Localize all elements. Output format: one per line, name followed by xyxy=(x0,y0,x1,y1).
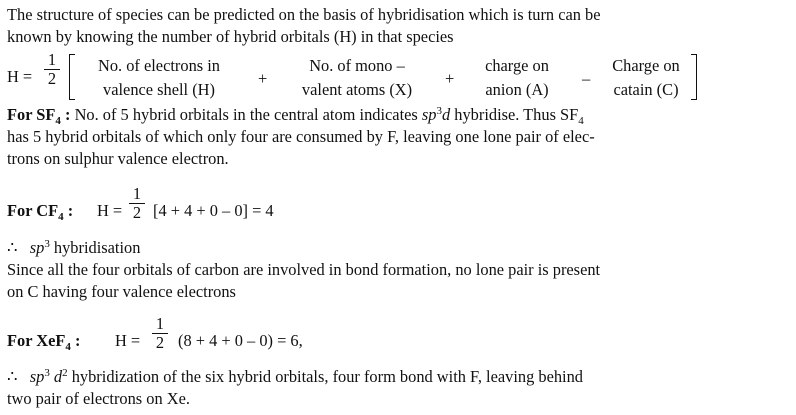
right-bracket xyxy=(691,54,697,100)
intro-line-2: known by knowing the number of hybrid orbitals (H) in that species xyxy=(7,27,454,46)
term-3-top: charge on xyxy=(485,56,549,75)
term-cation-charge xyxy=(596,55,696,100)
term-3-bottom: anion (A) xyxy=(485,80,549,99)
cf4-h-equals: H = xyxy=(97,201,123,220)
formula-lhs: H = xyxy=(7,67,33,86)
sf4-line-3: trons on sulphur valence electron. xyxy=(7,149,229,168)
term-valence-electrons xyxy=(74,55,244,100)
xef4-line-1: ∴ $sp^3$ $d^2$ hybridization of the six hybrid orbitals, four form bond with F, leaving behind xyxy=(7,367,583,386)
sf4-line-2: has 5 hybrid orbitals of which only four are consumed by F, leaving one lone pair of elec- xyxy=(7,127,595,146)
term-2-top: No. of mono – xyxy=(309,56,405,75)
minus-operator: – xyxy=(582,69,591,88)
fraction-numerator: 1 xyxy=(155,314,165,333)
term-monovalent-atoms xyxy=(282,55,432,100)
plus-operator: + xyxy=(258,69,268,88)
term-anion-charge xyxy=(462,55,572,100)
term-4-bottom: catain (C) xyxy=(613,80,679,99)
xef4-expression: (8 + 4 + 0 – 0) = 6, xyxy=(178,331,303,350)
cf4-hybridisation-line: ∴ $sp^3$ hybridisation xyxy=(7,238,141,257)
xef4-line-2: two pair of electrons on Xe. xyxy=(7,389,190,408)
cf4-expression: [4 + 4 + 0 – 0] = 4 xyxy=(153,201,274,220)
sf4-label: For $SF_4$ : xyxy=(7,105,71,127)
cf4-line-2: on C having four valence electrons xyxy=(7,282,236,301)
xef4-half-fraction xyxy=(152,316,168,351)
cf4-half-fraction xyxy=(129,186,145,221)
fraction-denominator: 2 xyxy=(47,69,57,88)
xef4-label: For XeF$_4$ : xyxy=(7,331,81,353)
cf4-line-1: Since all the four orbitals of carbon are involved in bond formation, no lone pair is present xyxy=(7,260,601,279)
term-4-top: Charge on xyxy=(612,56,680,75)
fraction-numerator: 1 xyxy=(132,184,142,203)
cf4-label: For $CF_4$ : xyxy=(7,201,74,223)
formula-half-fraction xyxy=(44,52,60,87)
plus-operator: + xyxy=(445,69,455,88)
fraction-denominator: 2 xyxy=(155,333,165,352)
sf4-line-1: For $SF_4$ : No. of 5 hybrid orbitals in the central atom indicates $sp^3d$ hybridise. Thus $SF_4$ xyxy=(7,105,584,127)
term-1-bottom: valence shell (H) xyxy=(103,80,215,99)
therefore-symbol: ∴ xyxy=(7,238,18,257)
fraction-denominator: 2 xyxy=(132,203,142,222)
therefore-symbol: ∴ xyxy=(7,367,18,386)
term-2-bottom: valent atoms (X) xyxy=(301,80,413,99)
xef4-h-equals: H = xyxy=(115,331,141,350)
intro-line-1: The structure of species can be predicted on the basis of hybridisation which is turn can be xyxy=(7,5,601,24)
term-1-top: No. of electrons in xyxy=(98,56,220,75)
fraction-numerator: 1 xyxy=(47,50,57,69)
